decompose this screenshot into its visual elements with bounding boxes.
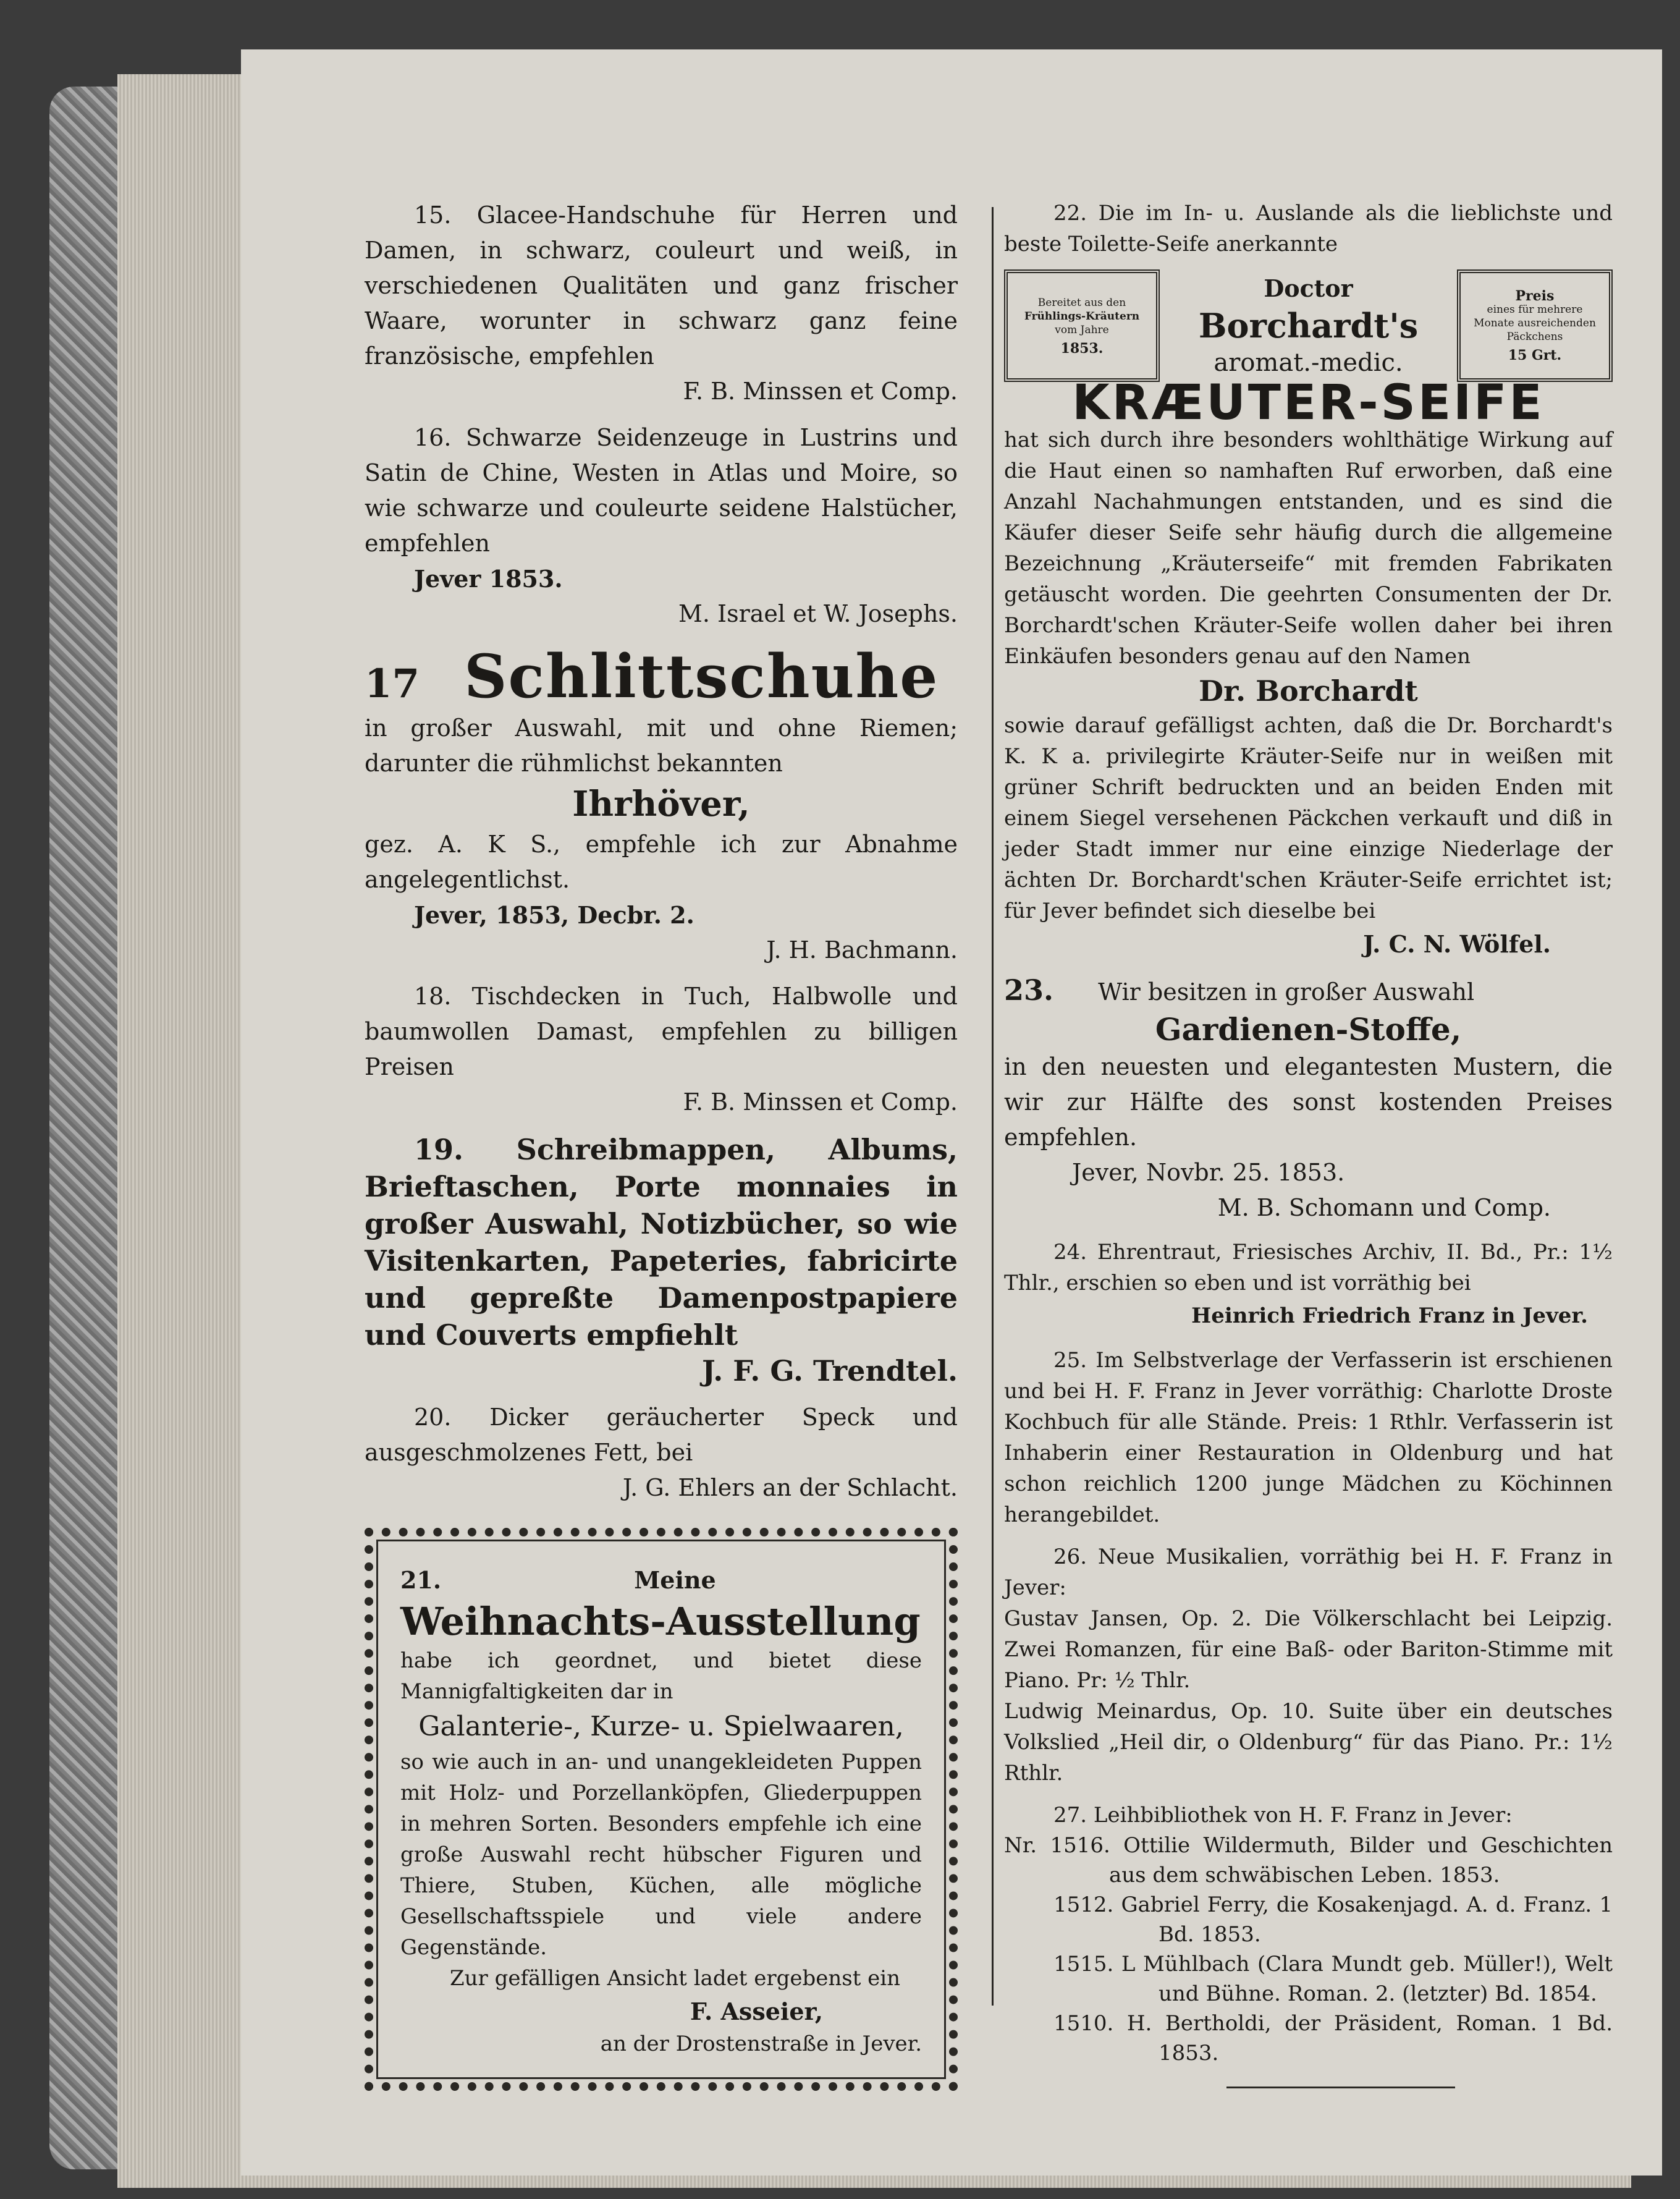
brand-name: Borchardt's <box>1198 306 1419 345</box>
right-seal-box <box>1457 269 1613 382</box>
ad-27-intro: 27. Leihbibliothek von H. F. Franz in Jever: <box>1053 1803 1513 1828</box>
ad-17-headline: Schlittschuhe <box>464 642 939 711</box>
ad-17-headline-row <box>365 643 958 711</box>
right-seal-line-3: Monate ausreichenden <box>1474 317 1596 329</box>
ad-23-place-date: Jever, Novbr. 25. 1853. <box>1072 1159 1345 1186</box>
ad-19 <box>365 1131 958 1389</box>
ad-17-number: 17 <box>365 661 420 707</box>
ad-23-headline-row <box>1004 973 1613 1010</box>
ad-26 <box>1004 1541 1613 1789</box>
ad-21-headline: Weihnachts-Ausstellung <box>400 1599 921 1644</box>
right-seal-line-1: Preis <box>1515 288 1555 304</box>
end-rule <box>1226 2087 1455 2088</box>
column-divider <box>992 207 994 2006</box>
left-seal-box <box>1004 269 1160 382</box>
ad-16 <box>365 420 958 632</box>
ad-23-number: 23. <box>1004 973 1054 1007</box>
ad-22-text1: hat sich durch ihre besonders wohlthätige Wirkung auf die Haut einen so namhaften Ruf erworben, daß eine Anzahl Nachahmungen entstanden, und es sind die Käufer dieser Seife sehr häufig durch die allgemeine Bezeichnung „Kräuterseife“ mit fremden Fabrikaten getäuscht worden. Die geehrten Consumenten der Dr. Borchardt'schen Kräuter-Seife wollen daher bei ihren Einkäufen besonders genau auf den Namen <box>1004 428 1613 669</box>
ad-26-item-1: Gustav Jansen, Op. 2. Die Völkerschlacht bei Leipzig. Zwei Romanzen, für eine Baß- oder Bariton-Stimme mit Piano. Pr: ½ Thlr. <box>1004 1606 1613 1693</box>
ad-20 <box>365 1400 958 1506</box>
ad-15-text: 15. Glacee-Handschuhe für Herren und Damen, in schwarz, couleurt und weiß, in verschiedenen Qualitäten und ganz frischer Waare, worunter in schwarz ganz feine französische, empfehlen <box>365 201 958 370</box>
ad-23-text1: Wir besitzen in großer Auswahl <box>1098 978 1475 1006</box>
ad-17-text1: in großer Auswahl, mit und ohne Riemen; darunter die rühmlichst bekannten <box>365 714 958 777</box>
left-column <box>365 198 958 2091</box>
ad-22-product: KRÆUTER-SEIFE <box>1072 375 1545 431</box>
ad-21-text1: habe ich geordnet, und bietet diese Mannigfaltigkeiten dar in <box>400 1648 922 1704</box>
ad-20-signature: J. G. Ehlers an der Schlacht. <box>622 1474 958 1501</box>
ad-25-text: 25. Im Selbstverlage der Verfasserin ist erschienen und bei H. F. Franz in Jever vorräthig: Charlotte Droste Kochbuch für alle Stände. Preis: 1 Rthlr. Verfasserin ist Inhaberin einer Restauration in Oldenburg und hat schon reichlich 1200 junge Mädchen zu Köchinnen herangebildet. <box>1004 1348 1613 1527</box>
ad-24-signature: Heinrich Friedrich Franz in Jever. <box>1191 1303 1588 1328</box>
ad-17 <box>365 643 958 968</box>
ad-22-text2: sowie darauf gefälligst achten, daß die Dr. Borchardt's K. K a. privilegirte Kräuter-Seife nur in weißen mit grüner Schrift bedruckten und an beiden Enden mit einem Siegel versehenen Päckchen verkauft und diß in jeder Stadt immer nur eine einzige Niederlage der ächten Dr. Borchardt'schen Kräuter-Seife errichtet ist; für Jever befindet sich dieselbe bei <box>1004 713 1613 923</box>
ad-19-signature: J. F. G. Trendtel. <box>702 1354 958 1388</box>
ad-19-text: 19. Schreibmappen, Albums, Brieftaschen, Porte monnaies in großer Auswahl, Notizbücher, so wie Visitenkarten, Papeteries, fabricirte und gepreßte Damenpostpapiere und Couverts empfiehlt <box>365 1133 958 1352</box>
right-seal-line-4: Päckchens <box>1506 331 1563 343</box>
brand-top: Doctor <box>1264 274 1353 302</box>
ad-21-text2: so wie auch in an- und unangekleideten Puppen mit Holz- und Porzellanköpfen, Gliederpuppen in mehren Sorten. Besonders empfehle ich eine große Auswahl recht hübscher Figuren und Thiere, Stuben, Küchen, alle mögliche Gesellschaftsspiele und viele andere Gegenstände. <box>400 1750 922 1960</box>
left-seal-line-3: vom Jahre <box>1055 324 1109 336</box>
brand-block <box>1199 271 1418 381</box>
ad-22-intro: 22. Die im In- u. Auslande als die lieblichste und beste Toilette-Seife anerkannte <box>1004 201 1613 256</box>
ad-26-item-2: Ludwig Meinardus, Op. 10. Suite über ein deutsches Volkslied „Heil dir, o Oldenburg“ für das Piano. Pr.: 1½ Rthlr. <box>1004 1699 1613 1786</box>
brand-sub: aromat.-medic. <box>1214 349 1403 377</box>
ad-15-signature: F. B. Minssen et Comp. <box>683 378 958 405</box>
ad-25 <box>1004 1345 1613 1530</box>
ad-21-invite: Zur gefälligen Ansicht ladet ergebenst ein <box>450 1966 901 1991</box>
ad-21-meine: Meine <box>634 1566 716 1594</box>
left-seal-line-1: Bereitet aus den <box>1037 297 1126 309</box>
right-column <box>1004 198 1613 2099</box>
ad-22-name: Dr. Borchardt <box>1199 674 1418 708</box>
ad-26-intro: 26. Neue Musikalien, vorräthig bei H. F. Franz in Jever: <box>1004 1544 1613 1600</box>
ad-21-number: 21. <box>400 1566 442 1594</box>
ad-23-signature: M. B. Schomann und Comp. <box>1217 1194 1551 1221</box>
library-item: 1512. Gabriel Ferry, die Kosakenjagd. A. d. Franz. 1 Bd. 1853. <box>1053 1892 1613 1947</box>
ad-20-text: 20. Dicker geräucherter Speck und ausgeschmolzenes Fett, bei <box>365 1404 958 1466</box>
ad-16-place-date: Jever 1853. <box>414 565 563 593</box>
right-seal-price: 15 Grt. <box>1508 347 1562 363</box>
ad-27 <box>1004 1800 1613 2088</box>
library-item: 1515. L Mühlbach (Clara Mundt geb. Müller!), Welt und Bühne. Roman. 2. (letzter) Bd. 1854. <box>1053 1952 1613 2006</box>
ad-22 <box>1004 198 1613 962</box>
ad-16-text: 16. Schwarze Seidenzeuge in Lustrins und Satin de Chine, Westen in Atlas und Moire, so wie schwarze und couleurte seidene Halstücher, empfehlen <box>365 424 958 557</box>
ad-23-text2: in den neuesten und elegantesten Mustern, die wir zur Hälfte des sonst kostenden Preises empfehlen. <box>1004 1053 1613 1151</box>
ad-17-brand: Ihrhöver, <box>572 784 750 824</box>
ad-24 <box>1004 1237 1613 1334</box>
ad-21-address: an der Drostenstraße in Jever. <box>600 2032 922 2056</box>
ad-18 <box>365 979 958 1120</box>
ad-22-brand-row <box>1004 269 1613 382</box>
ad-21-box <box>365 1528 958 2091</box>
ad-18-signature: F. B. Minssen et Comp. <box>683 1088 958 1116</box>
left-seal-year: 1853. <box>1060 341 1104 357</box>
ad-21-signature: F. Asseier, <box>690 1998 823 2025</box>
ad-16-signature: M. Israel et W. Josephs. <box>678 600 958 627</box>
ad-17-place-date: Jever, 1853, Decbr. 2. <box>414 901 694 929</box>
ad-24-text: 24. Ehrentraut, Friesisches Archiv, II. Bd., Pr.: 1½ Thlr., erschien so eben und ist vorräthig bei <box>1004 1240 1613 1295</box>
ad-23 <box>1004 973 1613 1226</box>
ad-18-text: 18. Tischdecken in Tuch, Halbwolle und baumwollen Damast, empfehlen zu billigen Preisen <box>365 983 958 1080</box>
ad-17-signature: J. H. Bachmann. <box>766 936 958 964</box>
ad-21-goods: Galanterie-, Kurze- u. Spielwaaren, <box>418 1711 904 1742</box>
ad-17-text2: gez. A. K S., empfehle ich zur Abnahme angelegentlichst. <box>365 831 958 893</box>
library-item: Nr. 1516. Ottilie Wildermuth, Bilder und Geschichten aus dem schwäbischen Leben. 1853. <box>1004 1833 1613 1888</box>
ad-23-product: Gardienen-Stoffe, <box>1155 1011 1462 1048</box>
ad-15 <box>365 198 958 409</box>
ad-22-signature: J. C. N. Wölfel. <box>1363 930 1551 958</box>
left-seal-line-2: Frühlings-Kräutern <box>1024 310 1140 323</box>
right-seal-line-2: eines für mehrere <box>1487 303 1583 316</box>
library-item: 1510. H. Bertholdi, der Präsident, Roman. 1 Bd. 1853. <box>1053 2011 1613 2066</box>
ad-21-header-row <box>400 1562 922 1598</box>
